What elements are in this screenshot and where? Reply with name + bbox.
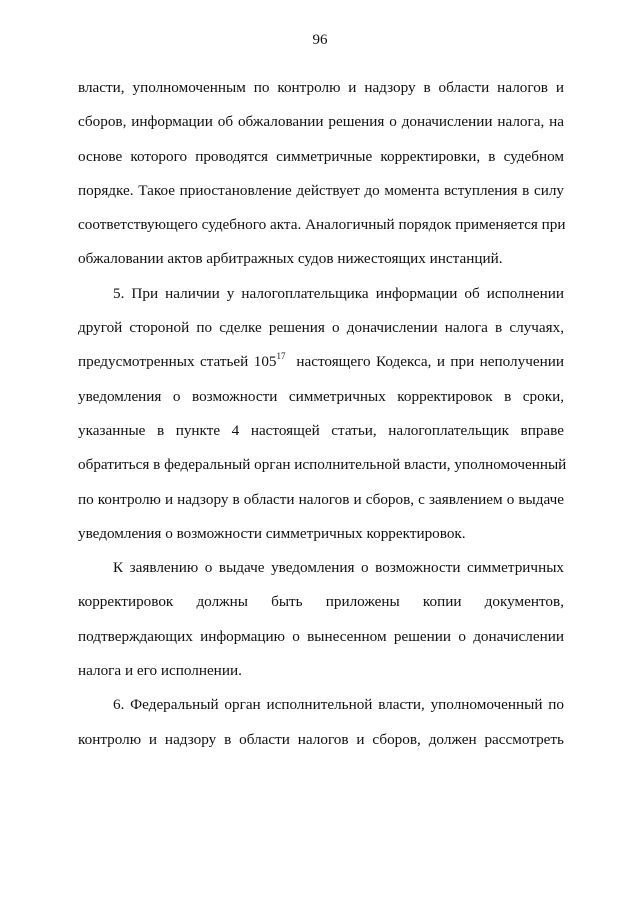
paragraph-continuation (78, 71, 564, 277)
text-line: указанные в пункте 4 настоящей статьи, налогоплательщик вправе (78, 421, 564, 439)
text-line: подтверждающих информацию о вынесенном решении о доначислении (78, 627, 564, 645)
text-fragment: предусмотренных статьей (78, 353, 254, 371)
paragraph-item-5 (78, 277, 567, 551)
text-line: порядке. Такое приостановление действует до момента вступления в силу (78, 181, 564, 199)
text-line: основе которого проводятся симметричные корректировки, в судебном (78, 147, 564, 165)
text-line: обратиться в федеральный орган исполнительной власти, уполномоченный (78, 456, 567, 474)
text-line: по контролю и надзору в области налогов и сборов, с заявлением о выдаче (78, 490, 564, 508)
text-line: другой стороной по сделке решения о доначислении налога в случаях, (78, 319, 564, 337)
paragraph-application (78, 551, 564, 688)
text-line: уведомления о возможности симметричных корректировок в сроки, (78, 387, 564, 405)
text-line: корректировок должны быть приложены копии документов, (78, 593, 564, 611)
text-line-with-reference (78, 345, 564, 379)
text-line: 5. При наличии у налогоплательщика информации об исполнении (113, 284, 564, 302)
text-line: сборов, информации об обжаловании решения о доначислении налога, на (78, 113, 564, 131)
text-line: налога и его исполнении. (78, 662, 242, 680)
document-body (78, 71, 567, 757)
text-line: уведомления о возможности симметричных корректировок. (78, 524, 466, 542)
article-reference: 105 (253, 353, 277, 371)
article-superscript: 17 (276, 351, 286, 362)
text-line: обжаловании актов арбитражных судов нижестоящих инстанций. (78, 250, 503, 268)
text-line: контролю и надзору в области налогов и сборов, должен рассмотреть (78, 730, 564, 748)
text-fragment: настоящего Кодекса, и при неполучении (296, 353, 564, 371)
text-line: власти, уполномоченным по контролю и надзору в области налогов и (78, 79, 564, 96)
page-number: 96 (312, 32, 328, 48)
paragraph-item-6 (78, 688, 564, 757)
text-line: 6. Федеральный орган исполнительной власти, уполномоченный по (113, 696, 564, 714)
text-line: К заявлению о выдаче уведомления о возможности симметричных (113, 559, 564, 577)
text-line: соответствующего судебного акта. Аналогичный порядок применяется при (78, 216, 566, 234)
